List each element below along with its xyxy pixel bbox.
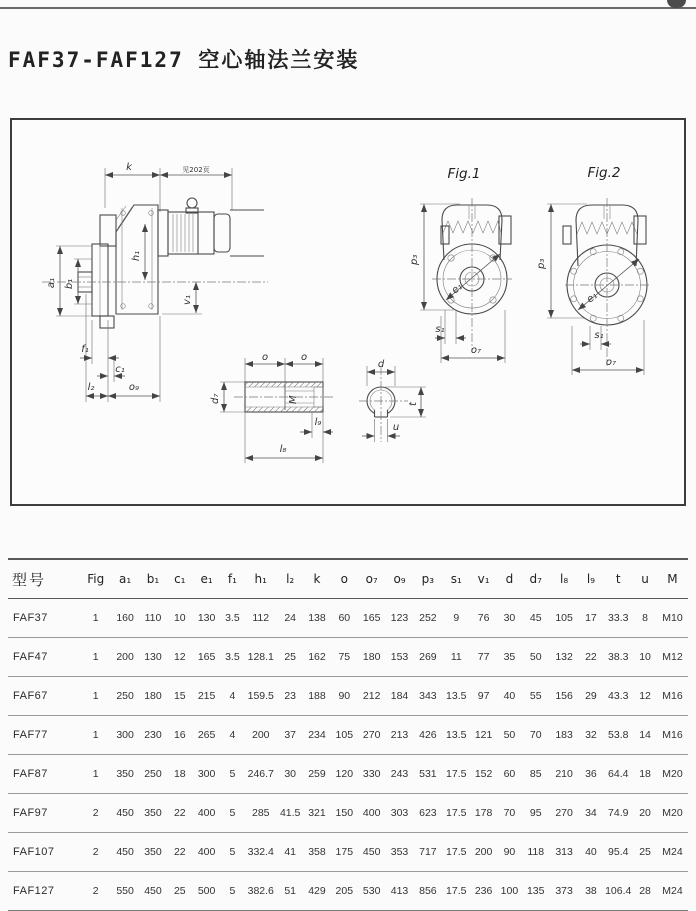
value-cell: 17.5 — [446, 885, 467, 897]
value-cell: 1 — [92, 612, 99, 624]
value-cell: 38.3 — [608, 651, 629, 663]
value-cell: 64.4 — [608, 768, 629, 780]
dim-label-l9: l₉ — [314, 417, 322, 428]
value-cell: 200 — [116, 651, 134, 663]
value-cell: 35 — [503, 651, 516, 663]
value-cell: 90 — [338, 690, 351, 702]
value-cell: 180 — [144, 690, 162, 702]
value-cell: 450 — [116, 807, 134, 819]
value-cell: 112 — [252, 612, 270, 624]
value-cell: 165 — [362, 612, 381, 624]
column-header: t — [615, 572, 621, 586]
value-cell: 2 — [92, 846, 99, 858]
value-cell: 178 — [474, 807, 493, 819]
value-cell: 30 — [284, 768, 296, 780]
value-cell: 105 — [335, 729, 354, 741]
column-header: f₁ — [227, 572, 237, 586]
value-cell: 53.8 — [608, 729, 629, 741]
value-cell: 18 — [173, 768, 186, 780]
value-cell: 212 — [362, 690, 381, 702]
value-cell: 350 — [144, 846, 162, 858]
value-cell: 270 — [362, 729, 381, 741]
value-cell: 300 — [116, 729, 134, 741]
value-cell: 50 — [529, 651, 542, 663]
value-cell: 13.5 — [446, 729, 467, 741]
value-cell: M24 — [662, 846, 683, 858]
column-header: h₁ — [254, 572, 267, 586]
value-cell: 14 — [639, 729, 651, 741]
technical-drawing — [12, 120, 684, 504]
column-header: b₁ — [146, 572, 160, 586]
value-cell: 130 — [144, 651, 162, 663]
value-cell: 188 — [308, 690, 326, 702]
shaft-cross-section — [359, 359, 426, 442]
value-cell: 28 — [639, 885, 651, 897]
value-cell: 236 — [474, 885, 493, 897]
column-header: v₁ — [477, 572, 490, 586]
value-cell: 17.5 — [446, 807, 467, 819]
column-header: l₉ — [586, 572, 595, 586]
value-cell: 243 — [390, 768, 409, 780]
table-row — [8, 638, 688, 677]
fig1-dim-label-e1: e₁ — [449, 281, 465, 297]
value-cell: 74.9 — [608, 807, 629, 819]
value-cell: 270 — [555, 807, 573, 819]
value-cell: 5 — [229, 807, 236, 819]
value-cell: 10 — [173, 612, 186, 624]
value-cell: M16 — [662, 690, 683, 702]
column-header: Fig — [87, 572, 105, 586]
value-cell: 4 — [229, 729, 236, 741]
value-cell: M20 — [662, 768, 683, 780]
column-header: u — [641, 572, 649, 586]
fig1-title: Fig.1 — [447, 166, 481, 182]
value-cell: 856 — [419, 885, 437, 897]
value-cell: 20 — [639, 807, 651, 819]
value-cell: 2 — [92, 885, 99, 897]
header-row — [8, 559, 688, 599]
table-row — [8, 716, 688, 755]
value-cell: 250 — [144, 768, 162, 780]
page-title: FAF37-FAF127 空心轴法兰安装 — [8, 48, 360, 72]
value-cell: 100 — [500, 885, 519, 897]
value-cell: 128.1 — [247, 651, 274, 663]
dim-label-t: t — [408, 402, 419, 406]
value-cell: 153 — [390, 651, 409, 663]
table-row — [8, 872, 688, 911]
value-cell: 17.5 — [446, 846, 467, 858]
dim-label-d7: d₇ — [210, 393, 221, 404]
value-cell: 29 — [585, 690, 597, 702]
value-cell: 85 — [529, 768, 542, 780]
value-cell: 623 — [419, 807, 437, 819]
value-cell: 12 — [639, 690, 651, 702]
dim-label-a1: a₁ — [46, 277, 57, 289]
column-header: d₇ — [529, 572, 542, 586]
value-cell: 50 — [503, 729, 516, 741]
value-cell: 33.3 — [608, 612, 629, 624]
dimension-table — [8, 558, 688, 911]
value-cell: 118 — [527, 846, 545, 858]
value-cell: 215 — [197, 690, 216, 702]
value-cell: 70 — [503, 807, 516, 819]
value-cell: 152 — [474, 768, 493, 780]
value-cell: 17.5 — [446, 768, 467, 780]
top-rule — [0, 7, 696, 9]
drawing-panel — [10, 118, 686, 506]
value-cell: 183 — [555, 729, 573, 741]
value-cell: 16 — [173, 729, 186, 741]
value-cell: 18 — [639, 768, 651, 780]
model-cell: FAF37 — [13, 612, 48, 624]
value-cell: 9 — [453, 612, 460, 624]
value-cell: 3.5 — [225, 651, 240, 663]
fig2-dim-label-o7: o₇ — [605, 357, 617, 368]
value-cell: 24 — [284, 612, 296, 624]
value-cell: 12 — [173, 651, 186, 663]
value-cell: 17 — [585, 612, 597, 624]
model-cell: FAF67 — [13, 690, 48, 702]
value-cell: 120 — [335, 768, 354, 780]
value-cell: 75 — [338, 651, 351, 663]
value-cell: 400 — [362, 807, 381, 819]
fig2-title: Fig.2 — [587, 165, 621, 181]
fig1-dim-label-s1: s₁ — [435, 324, 445, 335]
column-header: s₁ — [450, 572, 462, 586]
table-row — [8, 794, 688, 833]
value-cell: 353 — [390, 846, 409, 858]
value-cell: 2 — [92, 807, 99, 819]
dim-label-v1: v₁ — [182, 295, 193, 305]
value-cell: 252 — [419, 612, 437, 624]
value-cell: 530 — [362, 885, 381, 897]
column-header: o₉ — [393, 572, 406, 586]
value-cell: 450 — [144, 885, 162, 897]
value-cell: 90 — [503, 846, 516, 858]
table-row — [8, 833, 688, 872]
value-cell: 450 — [116, 846, 134, 858]
value-cell: 234 — [308, 729, 326, 741]
column-header: a₁ — [119, 572, 132, 586]
value-cell: 200 — [474, 846, 493, 858]
value-cell: 5 — [229, 846, 236, 858]
value-cell: 250 — [116, 690, 134, 702]
value-cell: 41.5 — [279, 807, 301, 819]
value-cell: 55 — [529, 690, 542, 702]
dim-label-o9: o₉ — [128, 382, 140, 393]
value-cell: 95.4 — [608, 846, 629, 858]
value-cell: 40 — [503, 690, 516, 702]
dim-label-b1: b₁ — [64, 278, 75, 290]
dim-label-M: M — [288, 395, 299, 404]
dim-label-o-left: o — [261, 352, 269, 363]
value-cell: 70 — [529, 729, 542, 741]
side-view — [42, 162, 268, 402]
column-header: c₁ — [174, 572, 186, 586]
eyebolt-icon — [187, 198, 197, 208]
model-cell: FAF97 — [13, 807, 48, 819]
value-cell: 184 — [390, 690, 409, 702]
value-cell: 450 — [362, 846, 381, 858]
table-row — [8, 677, 688, 716]
value-cell: 265 — [197, 729, 216, 741]
value-cell: 25 — [284, 651, 296, 663]
fig2-dim-label-p3: p₃ — [536, 258, 547, 269]
model-cell: FAF47 — [13, 651, 48, 663]
hollow-shaft-detail — [210, 352, 334, 463]
column-header: l₈ — [560, 572, 569, 586]
value-cell: 36 — [585, 768, 597, 780]
value-cell: 10 — [639, 651, 651, 663]
table-body — [8, 599, 688, 911]
value-cell: 426 — [419, 729, 437, 741]
value-cell: 22 — [585, 651, 597, 663]
value-cell: 159.5 — [247, 690, 274, 702]
value-cell: 138 — [308, 612, 326, 624]
value-cell: 330 — [362, 768, 381, 780]
column-header: k — [313, 572, 321, 586]
value-cell: 500 — [197, 885, 216, 897]
value-cell: 13.5 — [446, 690, 467, 702]
dim-label-l2: l₂ — [87, 382, 95, 393]
value-cell: 132 — [555, 651, 573, 663]
value-cell: 34 — [585, 807, 597, 819]
value-cell: 25 — [173, 885, 186, 897]
column-header: 型号 — [12, 570, 47, 589]
value-cell: 165 — [197, 651, 216, 663]
value-cell: 106.4 — [605, 885, 632, 897]
dim-label-d: d — [377, 359, 385, 370]
value-cell: 717 — [419, 846, 437, 858]
value-cell: 1 — [92, 768, 99, 780]
value-cell: 205 — [335, 885, 354, 897]
value-cell: 95 — [529, 807, 542, 819]
value-cell: 343 — [419, 690, 437, 702]
value-cell: 313 — [555, 846, 573, 858]
value-cell: 400 — [197, 846, 216, 858]
value-cell: 25 — [639, 846, 651, 858]
dim-label-l8: l₈ — [279, 444, 287, 455]
page-ref-note: 见202页 — [182, 166, 210, 174]
dim-label-h1: h₁ — [131, 250, 142, 262]
value-cell: 246.7 — [247, 768, 274, 780]
value-cell: 175 — [335, 846, 354, 858]
value-cell: 230 — [144, 729, 162, 741]
value-cell: 350 — [144, 807, 162, 819]
value-cell: M20 — [662, 807, 683, 819]
value-cell: 15 — [173, 690, 186, 702]
column-header: o — [340, 572, 348, 586]
value-cell: 531 — [419, 768, 437, 780]
value-cell: 332.4 — [247, 846, 274, 858]
value-cell: 8 — [642, 612, 648, 624]
value-cell: 285 — [251, 807, 270, 819]
value-cell: 11 — [450, 651, 462, 663]
fig2-dim-label-s1: s₁ — [594, 330, 604, 341]
value-cell: 269 — [419, 651, 437, 663]
dim-label-f1: f₁ — [81, 344, 89, 355]
value-cell: 213 — [390, 729, 409, 741]
column-header: p₃ — [421, 572, 435, 586]
value-cell: 321 — [308, 807, 326, 819]
value-cell: 429 — [308, 885, 326, 897]
value-cell: 200 — [251, 729, 270, 741]
model-cell: FAF107 — [13, 846, 55, 858]
value-cell: 45 — [529, 612, 542, 624]
value-cell: 1 — [92, 690, 99, 702]
value-cell: 156 — [555, 690, 573, 702]
dim-label-o-right: o — [300, 352, 308, 363]
value-cell: 1 — [92, 651, 99, 663]
value-cell: 23 — [284, 690, 296, 702]
dim-label-u: u — [392, 422, 400, 433]
value-cell: 210 — [555, 768, 573, 780]
column-header: M — [667, 572, 678, 586]
value-cell: 259 — [308, 768, 326, 780]
value-cell: 121 — [474, 729, 493, 741]
column-header: l₂ — [286, 572, 295, 586]
value-cell: 358 — [308, 846, 326, 858]
column-header: e₁ — [200, 572, 213, 586]
fig2-dim-label-e1: e₁ — [584, 290, 600, 306]
fig1-view — [409, 166, 512, 363]
value-cell: 22 — [173, 807, 186, 819]
value-cell: M16 — [662, 729, 683, 741]
value-cell: 97 — [477, 690, 490, 702]
value-cell: 180 — [362, 651, 381, 663]
value-cell: M24 — [662, 885, 683, 897]
value-cell: 60 — [503, 768, 516, 780]
value-cell: 5 — [229, 768, 236, 780]
fig1-dim-label-p3: p₃ — [409, 254, 420, 265]
dim-label-k: k — [126, 162, 132, 173]
fig1-dim-label-o7: o₇ — [470, 345, 482, 356]
value-cell: 3.5 — [225, 612, 240, 624]
value-cell: 105 — [555, 612, 573, 624]
value-cell: 400 — [197, 807, 216, 819]
table-row — [8, 755, 688, 794]
value-cell: 43.3 — [608, 690, 629, 702]
value-cell: 150 — [335, 807, 354, 819]
value-cell: 32 — [585, 729, 597, 741]
value-cell: 4 — [229, 690, 236, 702]
value-cell: 60 — [338, 612, 351, 624]
dim-label-c1: c₁ — [115, 364, 125, 375]
value-cell: 382.6 — [247, 885, 274, 897]
column-header: o₇ — [365, 572, 378, 586]
value-cell: 135 — [526, 885, 545, 897]
table-row — [8, 599, 688, 638]
value-cell: 5 — [229, 885, 236, 897]
value-cell: 550 — [116, 885, 134, 897]
value-cell: 1 — [92, 729, 99, 741]
value-cell: 160 — [116, 612, 134, 624]
model-cell: FAF127 — [13, 885, 55, 897]
value-cell: 22 — [173, 846, 186, 858]
value-cell: 110 — [144, 612, 162, 624]
value-cell: 373 — [555, 885, 573, 897]
value-cell: 162 — [308, 651, 326, 663]
value-cell: M10 — [662, 612, 683, 624]
value-cell: 413 — [390, 885, 409, 897]
value-cell: 300 — [197, 768, 216, 780]
value-cell: 38 — [585, 885, 597, 897]
value-cell: 130 — [197, 612, 216, 624]
value-cell: 303 — [390, 807, 409, 819]
value-cell: 30 — [503, 612, 516, 624]
value-cell: 77 — [477, 651, 490, 663]
model-cell: FAF77 — [13, 729, 48, 741]
value-cell: 51 — [284, 885, 296, 897]
value-cell: 41 — [284, 846, 296, 858]
column-header: d — [505, 572, 514, 586]
fig2-view — [536, 165, 650, 375]
value-cell: 76 — [477, 612, 490, 624]
value-cell: 350 — [116, 768, 134, 780]
value-cell: 123 — [390, 612, 409, 624]
value-cell: 40 — [585, 846, 597, 858]
value-cell: M12 — [662, 651, 683, 663]
value-cell: 37 — [284, 729, 296, 741]
model-cell: FAF87 — [13, 768, 48, 780]
